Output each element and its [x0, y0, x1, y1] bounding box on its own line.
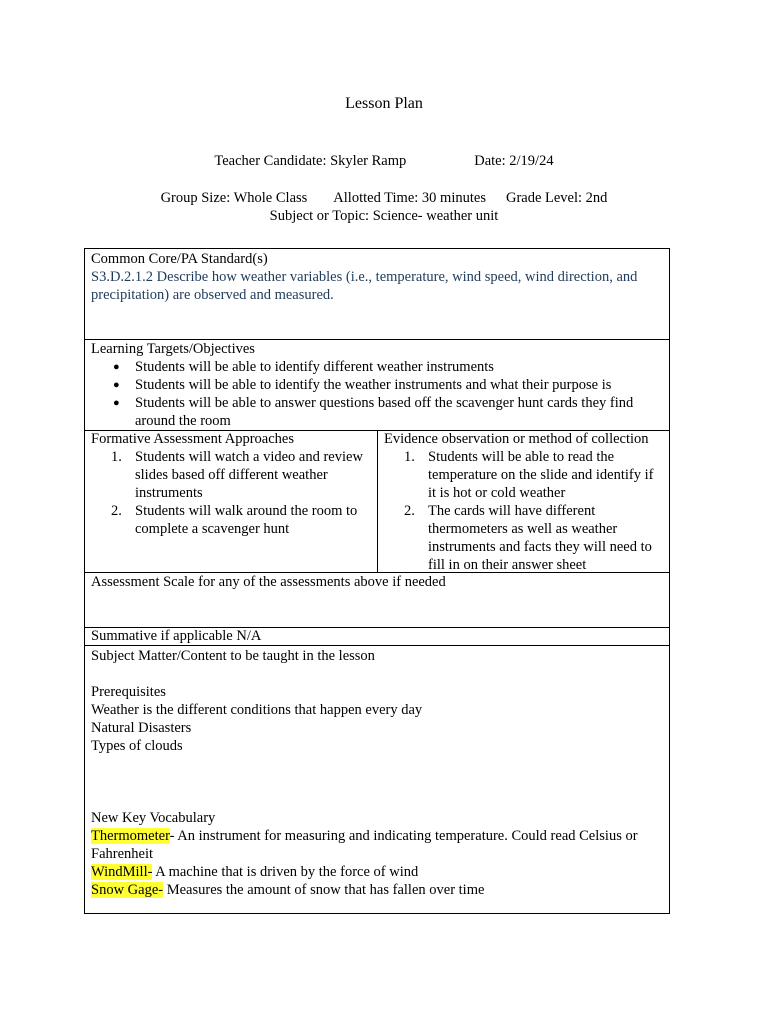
evidence-cell: [378, 430, 669, 572]
subject-topic: Subject or Topic: Science- weather unit: [269, 208, 499, 224]
assessment-scale-text: Assessment Scale for any of the assessments above if needed: [91, 574, 446, 590]
assessment-row: [84, 430, 670, 573]
group-size: Group Size: Whole Class: [160, 190, 308, 206]
prerequisite-item: Weather is the different conditions that happen every day: [91, 702, 423, 718]
vocab-definition: A machine that is driven by the force of wind: [152, 864, 419, 880]
formative-item: 1. Students will watch a video and review slides based off different weather instruments: [111, 449, 363, 501]
page-title: Lesson Plan: [345, 95, 423, 112]
header-group-line: [0, 189, 768, 207]
vocabulary-heading: New Key Vocabulary: [91, 810, 216, 826]
objectives-heading: Learning Targets/Objectives: [91, 341, 255, 357]
objective-item: ● Students will be able to identify different weather instruments: [135, 358, 663, 376]
standards-text: S3.D.2.1.2 Describe how weather variables (i.e., temperature, wind speed, wind direction, and precipitation) are observed and measured.: [91, 269, 638, 303]
standards-heading: Common Core/PA Standard(s): [91, 251, 268, 267]
objectives-cell: [84, 339, 670, 431]
content-heading: Subject Matter/Content to be taught in the lesson: [91, 648, 375, 664]
evidence-item: 1. Students will be able to read the temperature on the slide and identify if it is hot or cold weather: [404, 449, 654, 501]
standards-cell: [84, 248, 670, 340]
prerequisite-item: Types of clouds: [91, 738, 183, 754]
vocabulary-item: [91, 827, 663, 863]
evidence-heading: Evidence observation or method of collection: [384, 431, 649, 447]
vocab-term: Snow Gage-: [91, 882, 164, 898]
prerequisites-heading: Prerequisites: [91, 684, 166, 700]
formative-heading: Formative Assessment Approaches: [91, 431, 294, 447]
summative-text: Summative if applicable N/A: [91, 628, 262, 644]
header-candidate-line: [0, 152, 768, 170]
formative-item: 2. Students will walk around the room to complete a scavenger hunt: [111, 503, 358, 537]
vocab-term: Thermometer: [91, 828, 170, 844]
lesson-date: Date: 2/19/24: [474, 153, 554, 169]
objective-item: ● Students will be able to identify the weather instruments and what their purpose is: [135, 376, 663, 394]
prerequisite-item: Natural Disasters: [91, 720, 192, 736]
grade-level: Grade Level: 2nd: [505, 190, 608, 206]
summative-cell: [84, 627, 670, 646]
content-cell: [84, 645, 670, 914]
vocab-definition: Measures the amount of snow that has fallen over time: [163, 882, 485, 898]
evidence-list: [384, 448, 663, 574]
vocabulary-item: [91, 863, 663, 881]
assessment-scale-cell: [84, 572, 670, 628]
teacher-candidate: Teacher Candidate: Skyler Ramp: [214, 153, 407, 169]
formative-cell: [85, 430, 378, 572]
vocabulary-item: [91, 881, 663, 899]
objective-item: ● Students will be able to answer questions based off the scavenger hunt cards they find around the room: [135, 394, 663, 430]
vocab-term: WindMill-: [91, 864, 153, 880]
objectives-list: [91, 358, 663, 430]
vocab-definition: - An instrument for measuring and indicating temperature. Could read Celsius or Fahrenheit: [91, 828, 638, 862]
allotted-time: Allotted Time: 30 minutes: [333, 190, 486, 206]
evidence-item: 2. The cards will have different thermometers as well as weather instruments and facts they will need to fill in on their answer sheet: [404, 503, 652, 573]
formative-list: [91, 448, 371, 538]
